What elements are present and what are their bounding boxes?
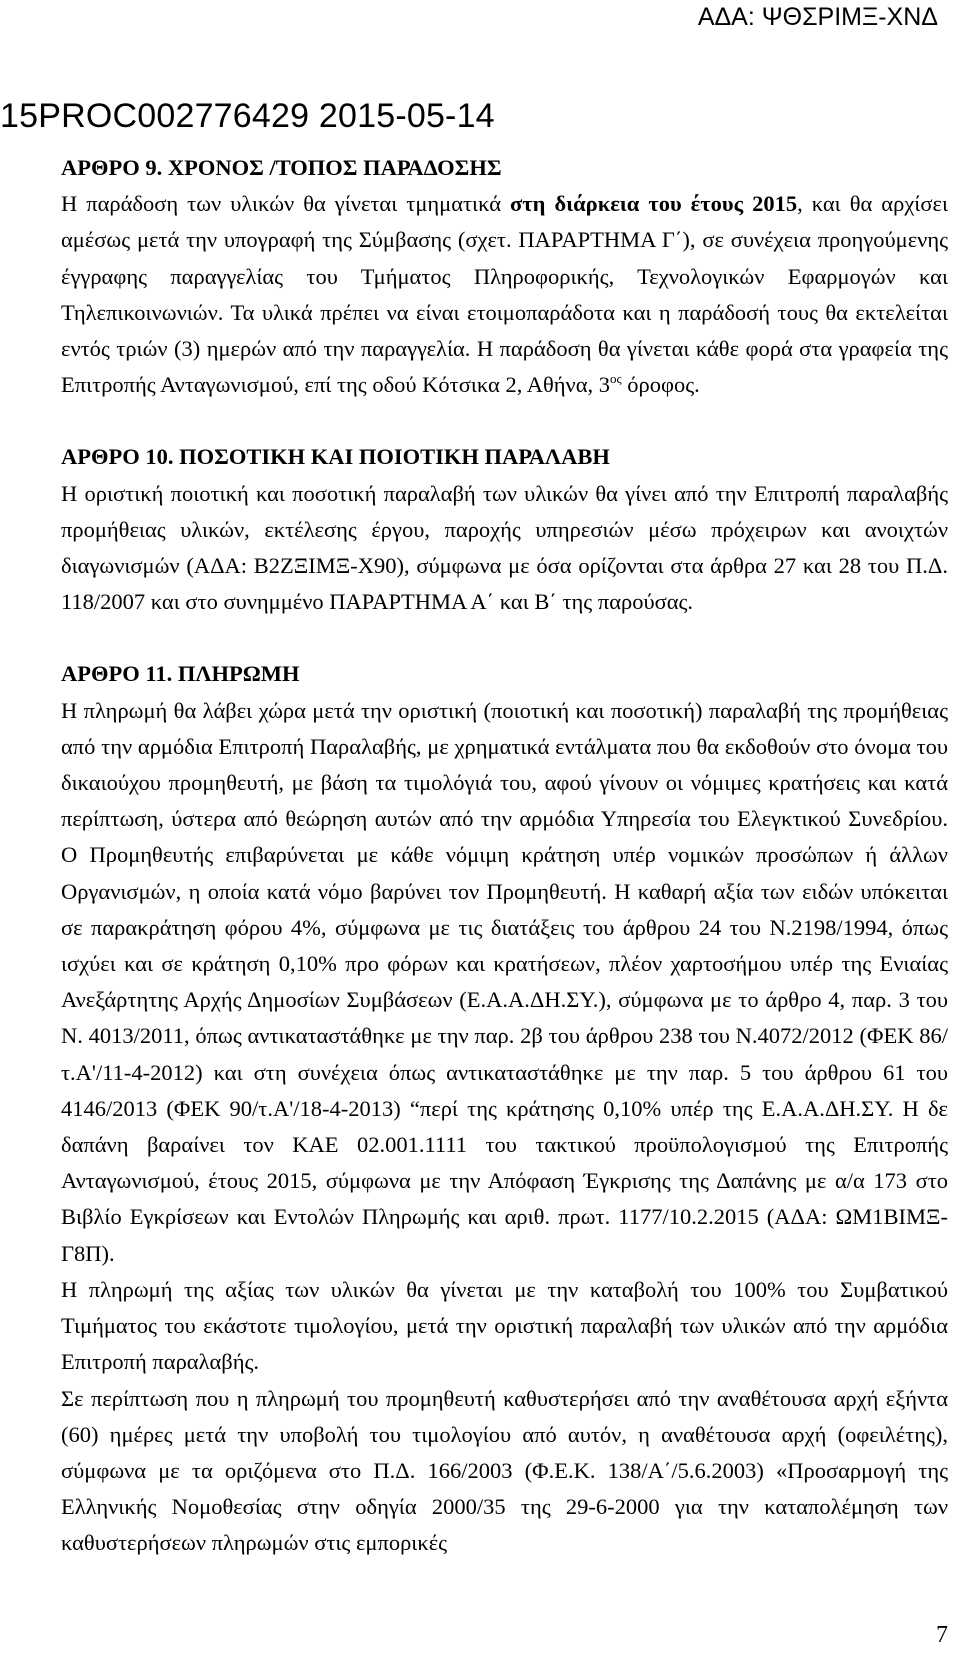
page-number: 7 bbox=[936, 1622, 948, 1648]
ada-stamp: ΑΔΑ: ΨΘΣΡΙΜΞ-ΧΝΔ bbox=[697, 3, 938, 31]
article-11-paragraph-2: Η πληρωμή της αξίας των υλικών θα γίνεται με την καταβολή του 100% του Συμβατικού Τιμήματος του εκάστοτε τιμολογίου, μετά την οριστική παραλαβή των υλικών από την αρμόδια Επιτροπή παραλαβής. bbox=[61, 1276, 948, 1375]
article-9-text-start: Η παράδοση των υλικών θα γίνεται τμηματικά bbox=[61, 191, 511, 217]
ordinal-superscript: ος bbox=[609, 371, 622, 387]
article-10-paragraph: Η οριστική ποιοτική και ποσοτική παραλαβή των υλικών θα γίνει από την Επιτροπή παραλαβής προμήθειας υλικών, εκτέλεσης έργου, παροχής υπηρεσιών μέσω πρόχειρων και ανοιχτών διαγωνισμών (ΑΔΑ: Β2ΖΞΙΜΞ-Χ90), σύμφωνα με όσα ορίζονται στα άρθρα 27 και 28 του Π.Δ. 118/2007 και στο συνημμένο ΠΑΡΑΡΤΗΜΑ Α΄ και Β΄ της παρούσας. bbox=[61, 480, 948, 615]
article-9-bold-period: στη διάρκεια του έτους 2015 bbox=[510, 191, 798, 217]
document-body bbox=[61, 150, 948, 1562]
article-9-paragraph bbox=[61, 186, 948, 403]
article-9-text-end: , και θα αρχίσει αμέσως μετά την υπογραφή της Σύμβασης (σχετ. ΠΑΡΑΡΤΗΜΑ Γ΄), σε συνέχεια προηγούμενης έγγραφης παραγγελίας του Τμήματος Πληροφορικής, Τεχνολογικών Εφαρμογών και Τηλεπικοινωνιών. Τα υλικά πρέπει να είναι ετοιμοπαράδοτα και η παράδοσή τους θα εκτελείται εντός τριών (3) ημερών από την παραγγελία. Η παράδοση θα γίνεται κάθε φορά στα γραφεία της Επιτροπής Ανταγωνισμού, επί της οδού Κότσικα 2, Αθήνα, 3 bbox=[61, 191, 948, 398]
article-9-heading: ΑΡΘΡΟ 9. ΧΡΟΝΟΣ /ΤΟΠΟΣ ΠΑΡΑΔΟΣΗΣ bbox=[61, 155, 502, 180]
article-9-text-tail: όροφος. bbox=[621, 372, 700, 398]
article-11-paragraph-3: Σε περίπτωση που η πληρωμή του προμηθευτή καθυστερήσει από την αναθέτουσα αρχή εξήντα (60) ημέρες μετά την υποβολή του τιμολογίου από αυτόν, η αναθέτουσα αρχή (οφειλέτης), σύμφωνα με τα οριζόμενα στο Π.Δ. 166/2003 (Φ.Ε.Κ. 138/Α΄/5.6.2003) «Προσαρμογή της Ελληνικής Νομοθεσίας στην οδηγία 2000/35 της 29-6-2000 για την καταπολέμηση των καθυστερήσεων πληρωμών στις εμπορικές bbox=[61, 1385, 948, 1556]
protocol-stamp: 15PROC002776429 2015-05-14 bbox=[0, 97, 495, 135]
article-11-heading: ΑΡΘΡΟ 11. ΠΛΗΡΩΜΗ bbox=[61, 661, 300, 687]
article-11-paragraph-1: Η πληρωμή θα λάβει χώρα μετά την οριστική (ποιοτική και ποσοτική) παραλαβή της προμήθειας από την αρμόδια Επιτροπή Παραλαβής, με χρηματικά εντάλματα που θα εκδοθούν στο όνομα του δικαιούχου προμηθευτή, με βάση τα τιμολόγιά του, αφού γίνουν οι νόμιμες κρατήσεις και κατά περίπτωση, ύστερα από θεώρηση αυτών από την αρμόδια Υπηρεσία του Ελεγκτικού Συνεδρίου. Ο Προμηθευτής επιβαρύνεται με κάθε νόμιμη κράτηση υπέρ νομικών προσώπων ή άλλων Οργανισμών, η οποία κατά νόμο βαρύνει τον Προμηθευτή. Η καθαρή αξία των ειδών υπόκειται σε παρακράτηση φόρου 4%, σύμφωνα με τις διατάξεις του άρθρου 24 του Ν.2198/1994, όπως ισχύει και σε κράτηση 0,10% προ φόρων και κρατήσεων, πλέον χαρτοσήμου υπέρ της Ενιαίας Ανεξάρτητης Αρχής Δημοσίων Συμβάσεων (Ε.Α.Α.ΔΗ.ΣΥ.), σύμφωνα με το άρθρο 4, παρ. 3 του Ν. 4013/2011, όπως αντικαταστάθηκε με την παρ. 2β του άρθρου 238 του Ν.4072/2012 (ΦΕΚ 86/τ.Α'/11-4-2012) και στη συνέχεια όπως αντικαταστάθηκε με την παρ. 5 του άρθρου 61 του 4146/2013 (ΦΕΚ 90/τ.Α'/18-4-2013) “περί της κράτησης 0,10% υπέρ της Ε.Α.Α.ΔΗ.ΣΥ. Η δε δαπάνη βαραίνει τον ΚΑΕ 02.001.1111 του τακτικού προϋπολογισμού της Επιτροπής Ανταγωνισμού, έτους 2015, σύμφωνα με την Απόφαση Έγκρισης της Δαπάνης με α/α 173 στο Βιβλίο Εγκρίσεων και Εντολών Πληρωμής και αριθ. πρωτ. 1177/10.2.2015 (ΑΔΑ: ΩΜ1ΒΙΜΞ-Γ8Π). bbox=[61, 697, 948, 1266]
article-10-heading: ΑΡΘΡΟ 10. ΠΟΣΟΤΙΚΗ ΚΑΙ ΠΟΙΟΤΙΚΗ ΠΑΡΑΛΑΒΗ bbox=[61, 444, 610, 470]
